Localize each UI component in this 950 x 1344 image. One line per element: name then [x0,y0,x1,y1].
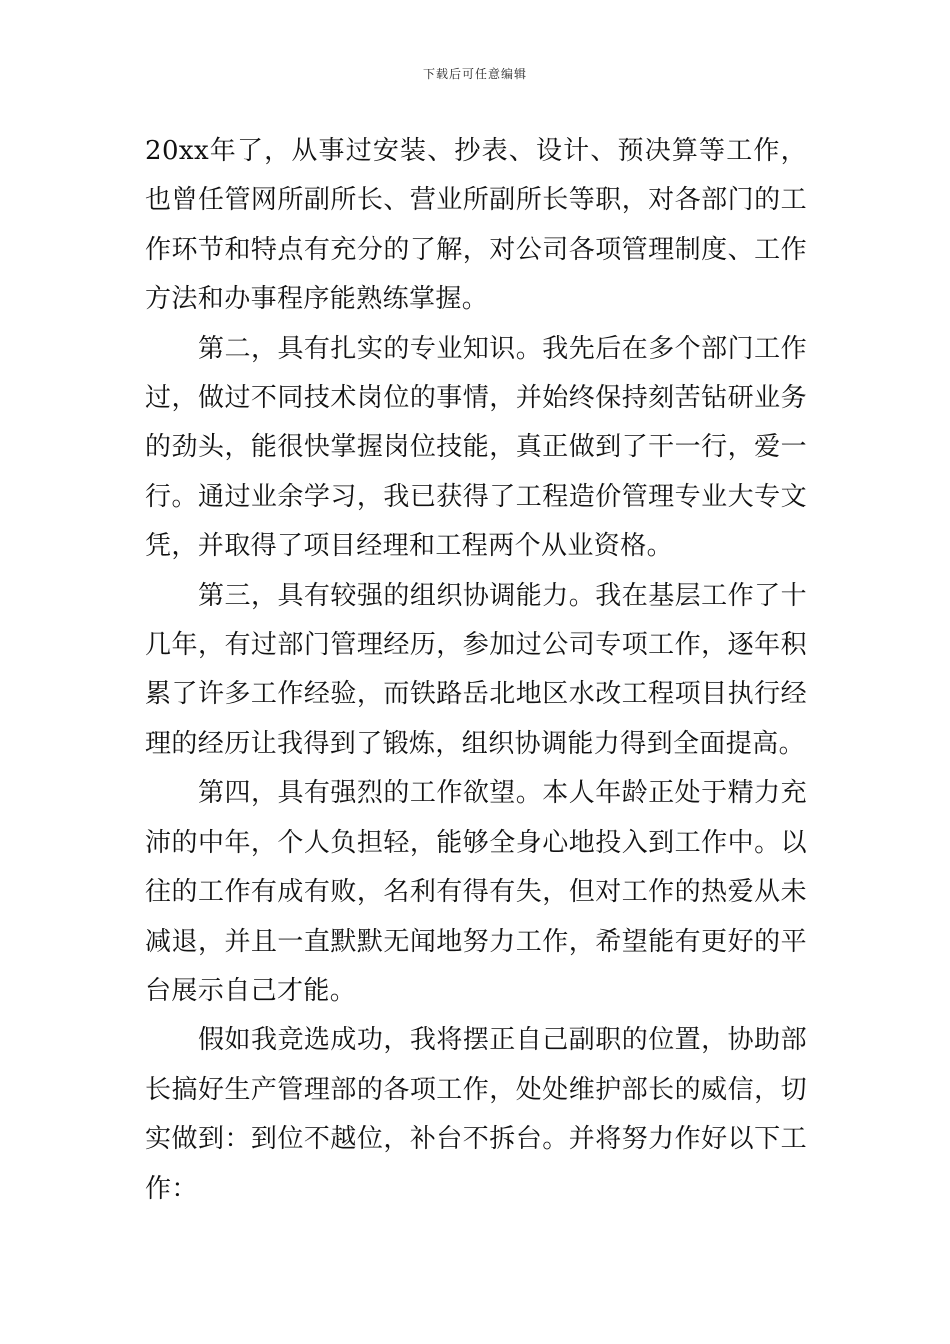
paragraph-third-point: 第三，具有较强的组织协调能力。我在基层工作了十几年，有过部门管理经历，参加过公司专项工作，逐年积累了许多工作经验，而铁路岳北地区水改工程项目执行经理的经历让我得到了锻炼，组织协调能力得到全面提高。 [145,580,807,759]
document-body [145,127,807,1214]
paragraph-continuation: 20xx年了，从事过安装、抄表、设计、预决算等工作，也曾任管网所副所长、营业所副所长等职，对各部门的工作环节和特点有充分的了解，对公司各项管理制度、工作方法和办事程序能熟练掌握。 [145,136,807,315]
paragraph-commitment: 假如我竞选成功，我将摆正自己副职的位置，协助部长搞好生产管理部的各项工作，处处维护部长的威信，切实做到：到位不越位，补台不拆台。并将努力作好以下工作： [145,1025,807,1204]
page-header: 下载后可任意编辑 [422,67,527,81]
paragraph-second-point: 第二，具有扎实的专业知识。我先后在多个部门工作过，做过不同技术岗位的事情，并始终保持刻苦钻研业务的劲头，能很快掌握岗位技能，真正做到了干一行，爱一行。通过业余学习，我已获得了工程造价管理专业大专文凭，并取得了项目经理和工程两个从业资格。 [145,333,807,562]
paragraph-fourth-point: 第四，具有强烈的工作欲望。本人年龄正处于精力充沛的中年，个人负担轻，能够全身心地投入到工作中。以往的工作有成有败，名利有得有失，但对工作的热爱从未减退，并且一直默默无闻地努力工作，希望能有更好的平台展示自己才能。 [145,778,807,1006]
